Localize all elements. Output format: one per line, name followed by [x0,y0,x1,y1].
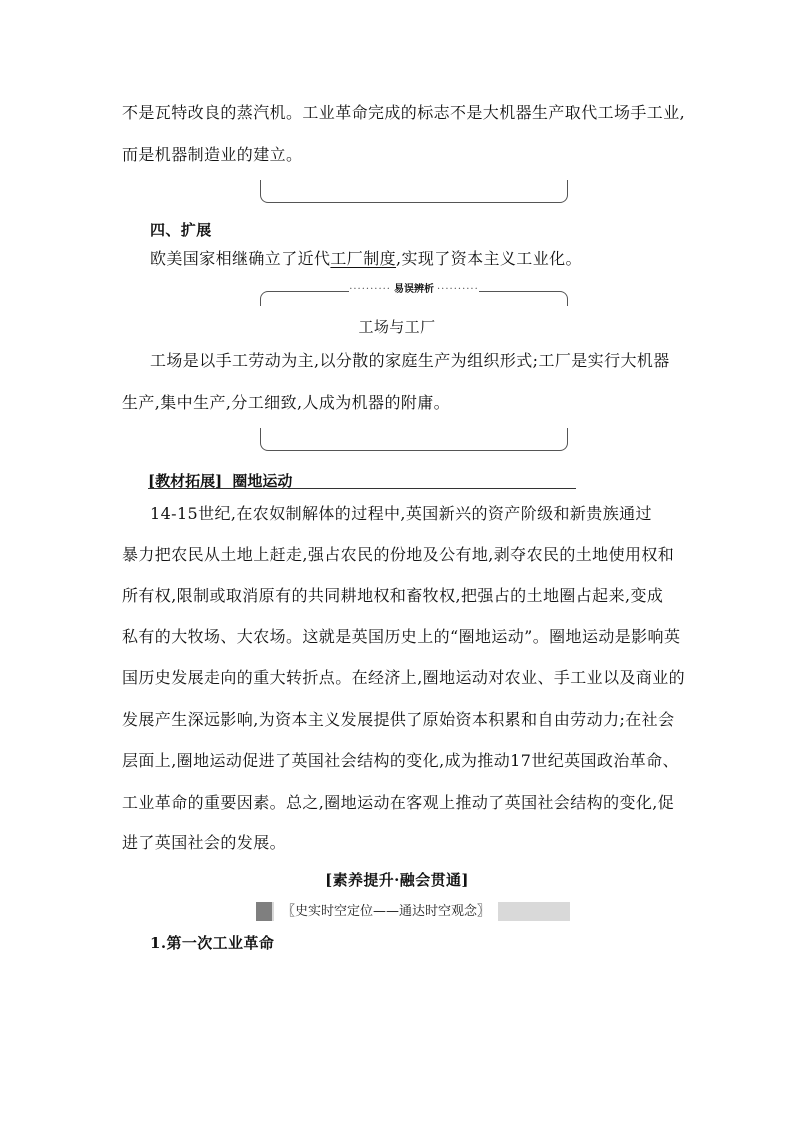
mistake-box-label-text: 易误辨析 [391,284,437,295]
box-bottom-bracket [260,428,568,451]
box-title: 工场与工厂 [358,318,436,336]
paragraph-line: 不是瓦特改良的蒸汽机。工业革命完成的标志不是大机器生产取代工场手工业, [122,103,686,122]
extension-line: 所有权,限制或取消原有的共同耕地权和畜牧权,把强占的土地圈占起来,变成 [122,586,664,605]
mistake-box-top-bracket [260,284,568,306]
box-bottom-bracket [260,180,568,203]
literacy-heading: [素养提升·融会贯通] [325,871,469,889]
extension-line: 工业革命的重要因素。总之,圈地运动在客观上推动了英国社会结构的变化,促 [122,793,675,812]
extension-tag: [教材拓展] [148,472,223,490]
extension-line: 国历史发展走向的重大转折点。在经济上,圈地运动对农业、手工业以及商业的 [122,668,686,687]
section-heading: 四、扩展 [150,221,212,239]
box-text-line: 工场是以手工劳动为主,以分散的家庭生产为组织形式;工厂是实行大机器 [150,351,670,370]
extension-line: 14-15世纪,在农奴制解体的过程中,英国新兴的资产阶级和新贵族通过 [150,504,652,523]
item-heading: 1.第一次工业革命 [150,934,275,952]
underlined-term: 工厂制度 [330,249,397,268]
banner-text: 〖史实时空定位——通达时空观念〗 [274,902,498,921]
section-text [150,249,582,269]
extension-line: 进了英国社会的发展。 [122,833,287,852]
section-text-after: ,实现了资本主义工业化。 [396,249,582,268]
decorative-dots: ·········· [349,284,391,295]
extension-title: 圈地运动 [232,472,293,490]
section-text-before: 欧美国家相继确立了近代 [150,249,331,268]
mistake-box-label [261,283,567,297]
paragraph-line: 而是机器制造业的建立。 [122,145,303,164]
extension-line: 发展产生深远影响,为资本主义发展提供了原始资本积累和自由劳动力;在社会 [122,710,675,729]
textbook-extension-heading [148,470,576,489]
decorative-dots: ·········· [437,284,479,295]
extension-line: 私有的大牧场、大农场。这就是英国历史上的“圈地运动”。圈地运动是影响英 [122,627,681,646]
box-text-line: 生产,集中生产,分工细致,人成为机器的附庸。 [122,393,451,412]
time-space-banner [256,902,570,921]
banner-square [256,902,272,921]
extension-line: 暴力把农民从土地上赶走,强占农民的份地及公有地,剥夺农民的土地使用权和 [122,545,675,564]
extension-line: 层面上,圈地运动促进了英国社会结构的变化,成为推动17世纪英国政治革命、 [122,751,679,770]
